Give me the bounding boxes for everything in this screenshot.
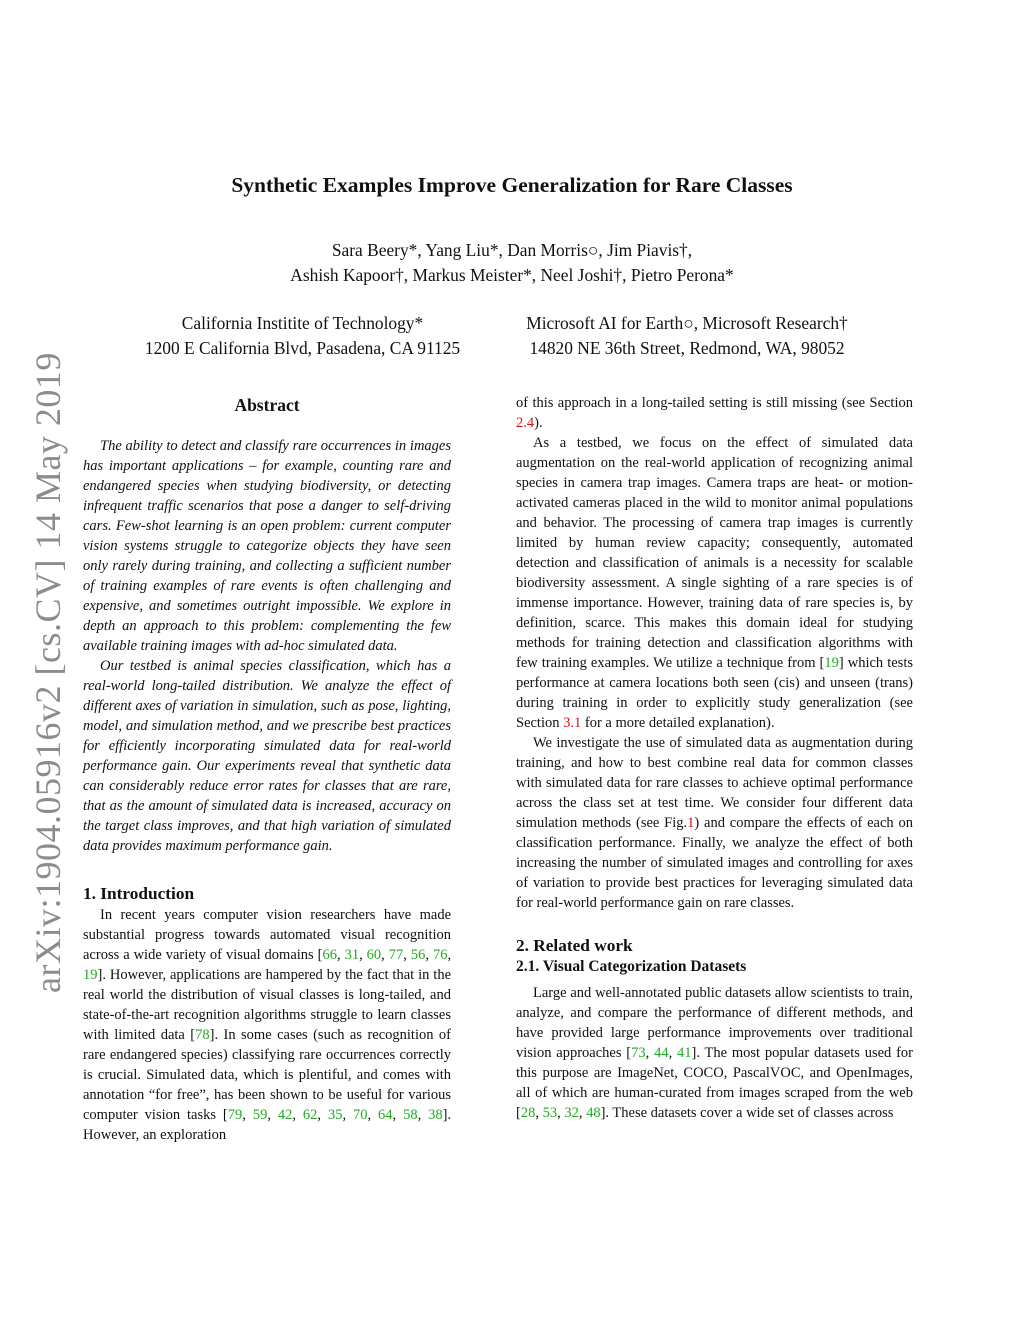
abstract-heading: Abstract — [234, 395, 300, 415]
testbed-paragraph — [516, 433, 913, 733]
affiliation-address: 14820 NE 36th Street, Redmond, WA, 98052 — [529, 337, 845, 358]
introduction-heading: 1. Introduction — [83, 884, 195, 903]
citation-link[interactable]: 19 — [824, 655, 839, 671]
citation-link[interactable]: 79 — [227, 1107, 243, 1123]
visual-categorization-heading: 2.1. Visual Categorization Datasets — [516, 958, 747, 975]
abstract-paragraph-1: The ability to detect and classify rare occurrences in images has important applications – for example, counting rare and endangered species when studying biodiversity, or detecting infrequent traffic scenarios that pose a danger to self-driving cars. Few-shot learning is an open problem: current computer vision systems struggle to categorize objects they have seen only rarely during training, and collecting a sufficient number of training examples of rare events is often challenging and expensive, and sometimes outright impossible. We explore in depth an approach to this problem: complementing the few available training images with ad-hoc simulated data. — [83, 438, 451, 654]
authors-line-2: Ashish Kapoor†, Markus Meister*, Neel Joshi†, Pietro Perona* — [290, 264, 734, 285]
intro-text: ]. However, an exploration — [83, 1107, 452, 1143]
affiliation-name: California Institite of Technology* — [181, 313, 424, 333]
affiliation-address: 1200 E California Blvd, Pasadena, CA 91125 — [144, 337, 461, 358]
datasets-paragraph: Large and well-annotated public datasets allow scientists to train, analyze, and compare the performance of different methods, and have provided large performance improvements over traditional vision approaches [73, 44, 41]. The most popular datasets used for this purpose are ImageNet, COCO, PascalVOC, and OpenImages, all of which are human-curated from images scraped from the web [28, 53, 32, 48]. These datasets cover a wide set of classes across — [516, 985, 913, 1121]
citation-link[interactable]: 19 — [83, 967, 98, 983]
citation-link[interactable]: 62 — [302, 1107, 318, 1123]
citation-link[interactable]: 42 — [277, 1107, 293, 1123]
related-text: ]. The most popular datasets used for this purpose are ImageNet, COCO, PascalVOC, and OpenImages, all of which are human-curated from images scraped from the web [ — [516, 1045, 913, 1121]
affiliation-microsoft — [497, 311, 877, 360]
intro-text: ]. In some cases (such as recognition of rare endangered species) classifying rare occurrences correctly is crucial. Simulated data, which is plentiful, and comes with annotation “for free”, has been shown to be useful for various computer vision tasks [ — [83, 1027, 451, 1123]
intro-text: of this approach in a long-tailed setting is still missing (see Section — [516, 395, 913, 411]
citation-link[interactable]: 60 — [366, 947, 382, 963]
citation-link[interactable]: 64 — [378, 1107, 393, 1123]
citation-link[interactable]: 56 — [410, 947, 426, 963]
citation-link[interactable]: 48 — [586, 1105, 601, 1121]
citation-link[interactable]: 41 — [677, 1045, 692, 1061]
section-reference-link[interactable]: 3.1 — [563, 715, 582, 731]
intro-continuation — [516, 393, 913, 433]
intro-text: ) and compare the effects of each on classification performance. Finally, we analyze the effect of both increasing the number of simulated images and controlling for axes of variation to provide best practices for leveraging simulated data for real-world performance gain on rare classes. — [516, 815, 913, 911]
citation-link[interactable]: 32 — [564, 1105, 579, 1121]
citation-link[interactable]: 73 — [631, 1045, 646, 1061]
citation-link[interactable]: 38 — [428, 1107, 443, 1123]
citation-link[interactable]: 58 — [403, 1107, 418, 1123]
related-text: Large and well-annotated public datasets allow scientists to train, analyze, and compare the performance of different methods, and have provided large performance improvements over traditional vision approaches [ — [516, 985, 913, 1061]
related-text: ]. These datasets cover a wide set of classes across — [600, 1105, 894, 1121]
intro-text: As a testbed, we focus on the effect of simulated data augmentation on the real-world application of recognizing animal species in camera trap images. Camera traps are heat- or motion-activated cameras placed in the wild to monitor animal populations and behavior. The processing of camera trap images is currently limited by human review capacity; consequently, automated detection and classification of animals is a necessity for scalable biodiversity assessment. A single sighting of a rare species is of immense importance. However, training data of rare species is, by definition, scarce. This makes this domain ideal for studying methods for training detection and classification algorithms with few training examples. We utilize a technique from [ — [516, 435, 913, 671]
citation-link[interactable]: 76 — [432, 947, 448, 963]
abstract-paragraph-2: Our testbed is animal species classification, which has a real-world long-tailed distribution. We analyze the effect of different axes of variation in simulation, such as pose, lighting, model, and simulation method, and we prescribe best practices for efficiently incorporating simulated data for real-world performance gain. Our experiments reveal that synthetic data can considerably reduce error rates for classes that are rare, that as the amount of simulated data is increased, accuracy on the target class improves, and that high variation of simulated data provides maximum performance gain. — [83, 658, 451, 854]
citation-link[interactable]: 66 — [322, 947, 337, 963]
citation-link[interactable]: 59 — [252, 1107, 268, 1123]
introduction-paragraph: In recent years computer vision researchers have made substantial progress towards automated visual recognition across a wide variety of visual domains [66, 31, 60, 77, 56, 76, 19]. However, applications are hampered by the fact that in the real world the distribution of visual classes is long-tailed, and state-of-the-art recognition algorithms struggle to learn classes with limited data [78]. In some cases (such as recognition of rare endangered species) classifying rare occurrences correctly is crucial. Simulated data, which is plentiful, and comes with annotation “for free”, has been shown to be useful for various computer vision tasks [79, 59, 42, 62, 35, 70, 64, 58, 38]. However, an exploration — [83, 907, 452, 1143]
citation-link[interactable]: 78 — [195, 1027, 210, 1043]
citation-link[interactable]: 53 — [542, 1105, 558, 1121]
affiliation-caltech — [110, 311, 495, 360]
abstract — [83, 436, 451, 856]
figure-reference-link[interactable]: 1 — [687, 815, 695, 831]
citation-link[interactable]: 70 — [353, 1107, 368, 1123]
intro-text: ). — [534, 415, 543, 431]
citation-link[interactable]: 28 — [520, 1105, 536, 1121]
author-list — [0, 238, 1024, 287]
intro-text: We investigate the use of simulated data as augmentation during training, and how to best combine real data for common classes with simulated data for rare classes to achieve optimal performance across the class set at test time. We consider four different data simulation methods (see Fig. — [516, 735, 913, 831]
citation-link[interactable]: 35 — [327, 1107, 343, 1123]
investigation-paragraph — [516, 733, 913, 913]
citation-link[interactable]: 77 — [388, 947, 404, 963]
intro-text: ] which tests performance at camera locations both seen (cis) and unseen (trans) during training in order to explicitly study generalization (see Section — [516, 655, 913, 731]
paper-title: Synthetic Examples Improve Generalization for Rare Classes — [231, 173, 793, 197]
intro-text: for a more detailed explanation). — [581, 715, 775, 731]
related-work-heading: 2. Related work — [516, 936, 633, 955]
authors-line-1: Sara Beery*, Yang Liu*, Dan Morris○, Jim Piavis†, — [331, 240, 693, 260]
right-column — [516, 393, 913, 1123]
section-reference-link[interactable]: 2.4 — [516, 415, 535, 431]
left-column — [83, 393, 451, 1145]
citation-link[interactable]: 44 — [654, 1045, 669, 1061]
intro-text: ]. However, applications are hampered by the fact that in the real world the distribution of visual classes is long-tailed, and state-of-the-art recognition algorithms struggle to learn classes with limited data [ — [83, 967, 451, 1043]
arxiv-identifier: arXiv:1904.05916v2 [cs.CV] 14 May 2019 — [28, 352, 68, 993]
citation-link[interactable]: 31 — [344, 947, 360, 963]
intro-text: In recent years computer vision researchers have made substantial progress towards automated visual recognition across a wide variety of visual domains [ — [83, 907, 451, 963]
affiliation-name: Microsoft AI for Earth○, Microsoft Research† — [526, 313, 848, 333]
